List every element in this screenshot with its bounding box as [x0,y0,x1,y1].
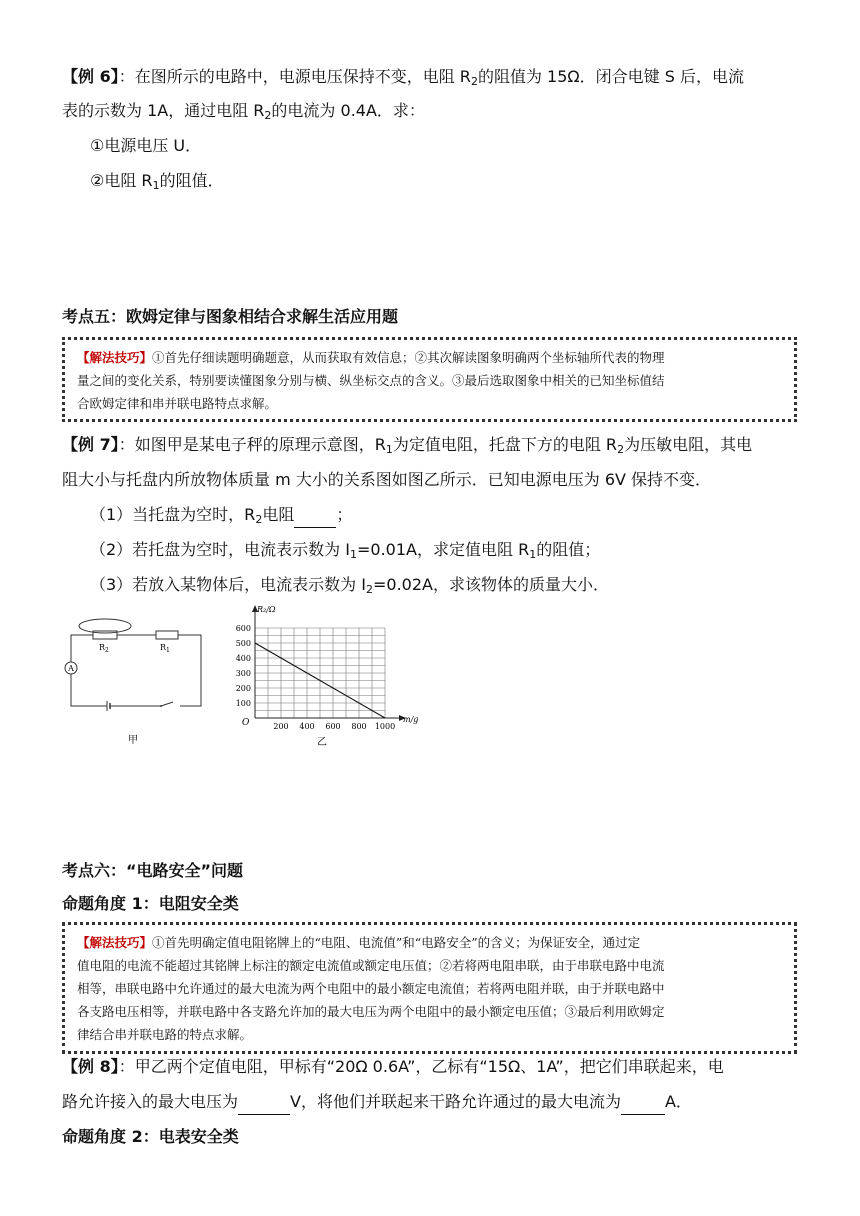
chart-axes [252,605,406,721]
tip-box-2 [62,922,797,1054]
ex6-tag: 【例 6】 [62,67,119,86]
ex6-question2: ②电阻 $R_1$的阻值． [90,171,224,192]
x-tick-label: 800 [351,722,367,731]
x-tick-label: 600 [325,722,341,731]
answer-blank [294,507,336,528]
resistance-mass-chart [225,598,430,753]
ex8-line2: 路允许接入的最大电压为 V，将他们并联起来干路允许通过的最大电流为 A． [62,1092,692,1115]
ex7-tag: 【例 7】 [62,435,119,454]
tip1-line2: 量之间的变化关系，特别要读懂图象分别与横、纵坐标交点的含义。③最后选取图象中相关的已知坐标值结 [77,373,665,388]
tip2-line5: 律结合串并联电路的特点求解。 [77,1027,253,1042]
ex7-question2: （2）若托盘为空时，电流表示数为 $I_1=0.01A$，求定值电阻 $R_1$的阻值； [90,540,601,561]
y-tick-label: 600 [235,624,251,633]
circuit-caption: 甲 [128,735,138,746]
svg-text:A: A [68,664,74,673]
y-tick-label: 300 [235,669,251,678]
ex6-question1: ①电源电压 U． [90,136,202,155]
tip2-line4: 各支路电压相等，并联电路中各支路允许加的最大电压为两个电阻中的最小额定电压值；③最后利用欧姆定 [77,1004,665,1019]
svg-text:R2: $R_2$ [99,643,109,654]
chart-grid [255,628,385,718]
ex7-line2: 阻大小与托盘内所放物体质量 m 大小的关系图如图乙所示．已知电源电压为 6V 保持不变． [62,470,712,489]
angle2-heading: 命题角度 2：电表安全类 [62,1127,239,1146]
tip1-line3: 合欧姆定律和串并联电路特点求解。 [77,396,278,411]
answer-blank [238,1094,290,1115]
chart-caption: 乙 [317,737,327,748]
tip2-line2: 值电阻的电流不能超过其铭牌上标注的额定电流值或额定电压值；②若将两电阻串联，由于串联电路中电流 [77,958,665,973]
tip2-line3: 相等，串联电路中允许通过的最大电流为两个电阻中的最小额定电流值；若将两电阻并联，由于并联电路中 [77,981,665,996]
ex8-line1: 【例 8】：甲乙两个定值电阻，甲标有“20Ω 0.6A”，乙标有“15Ω、1A”，把它们串联起来，电 [62,1057,724,1076]
y-tick-label: 500 [235,639,251,648]
tip2-line1: 【解法技巧】①首先明确定值电阻铭牌上的“电阻、电流值”和“电路安全”的含义；为保证安全，通过定 [77,935,641,950]
y-tick-label: 200 [235,684,251,693]
y-tick-label: 400 [235,654,251,663]
angle1-heading: 命题角度 1：电阻安全类 [62,894,239,913]
tip-box-1 [62,337,797,422]
x-tick-label: 1000 [374,722,396,731]
kd5-heading: 考点五：欧姆定律与图象相结合求解生活应用题 [62,307,399,326]
x-tick-label: 200 [273,722,289,731]
tip1-line1: 【解法技巧】①首先仔细读题明确题意，从而获取有效信息；②其次解读图象明确两个坐标轴所代表的物理 [77,350,665,365]
chart-origin: O [242,718,250,728]
ex6-line2: 表的示数为 1A，通过电阻 $R_2$的电流为 0.4A．求： [62,101,425,122]
chart-xlabel: m/g [403,715,419,724]
svg-text:R1: $R_1$ [160,643,170,654]
ex7-line1: 【例 7】：如图甲是某电子秤的原理示意图，$R_1$为定值电阻，托盘下方的电阻 $R_2$为压敏电阻，其电 [62,435,753,456]
kd6-heading: 考点六：“电路安全”问题 [62,861,244,880]
ex7-question3: （3）若放入某物体后，电流表示数为 $I_2=0.02A$，求该物体的质量大小． [90,575,609,596]
ex7-question1: （1）当托盘为空时，$R_2$电阻 ； [90,505,353,526]
ex8-tag: 【例 8】 [62,1057,119,1076]
y-tick-label: 100 [235,699,251,708]
answer-blank [621,1094,665,1115]
resistor-r1 [156,631,178,639]
circuit-diagram [55,610,215,750]
x-tick-label: 400 [299,722,315,731]
chart-ylabel: R₂/Ω [257,605,276,614]
ex6-line1: 【例 6】：在图所示的电路中，电源电压保持不变，电阻 $R_2$的阻值为 15Ω．闭合电键 S 后，电流 [62,67,744,88]
